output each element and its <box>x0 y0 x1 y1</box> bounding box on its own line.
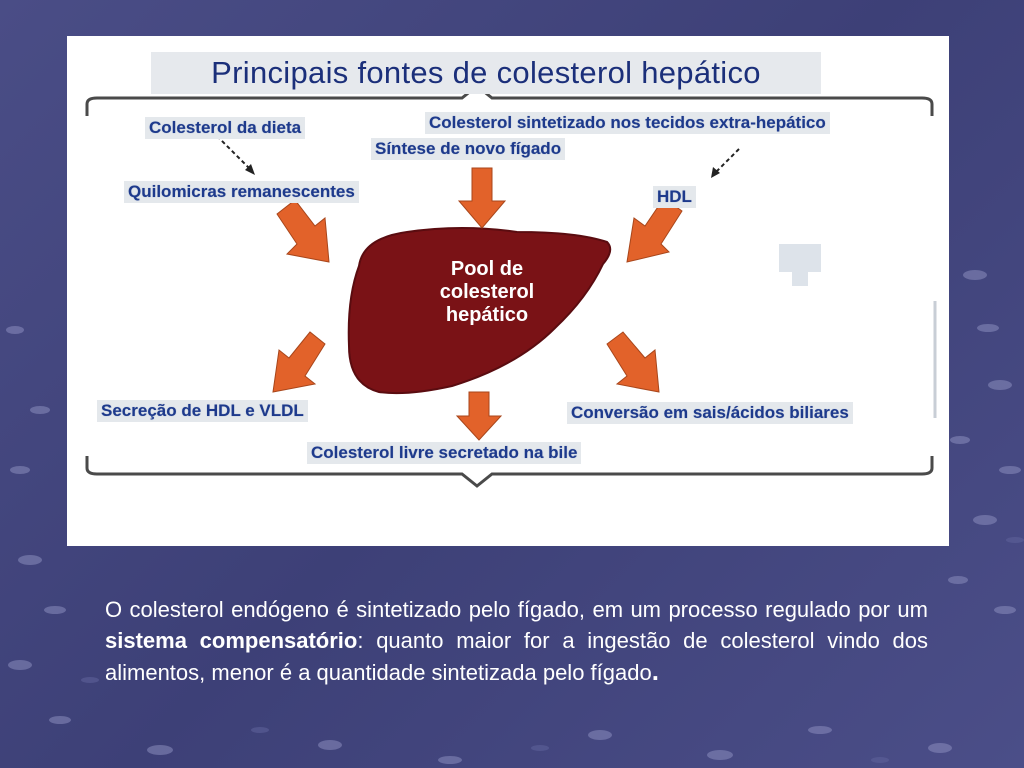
description-paragraph <box>105 594 928 688</box>
description-text-2: : quanto maior for a ingestão de colesterol vindo dos alimentos, menor é a quantidade sintetizada pelo fígado <box>105 628 929 685</box>
label-colesterol-dieta: Colesterol da dieta <box>145 117 305 139</box>
arrow-secrecao <box>273 332 325 392</box>
arrow-livre <box>457 392 501 440</box>
label-hdl: HDL <box>653 186 696 208</box>
diagram-title: Principais fontes de colesterol hepático <box>151 52 821 94</box>
hdl-dashed-arrow <box>715 149 739 173</box>
description-end: . <box>651 656 659 686</box>
dieta-dashed-arrow <box>217 136 252 171</box>
pool-line-3: hepático <box>445 304 529 326</box>
label-secrecao-hdl-vldl: Secreção de HDL e VLDL <box>97 400 308 422</box>
label-conversao-sais: Conversão em sais/ácidos biliares <box>567 402 853 424</box>
label-extra-hepatico: Colesterol sintetizado nos tecidos extra-hepático <box>425 112 830 134</box>
arrow-quilomicras <box>277 200 329 262</box>
pool-colesterol-label <box>387 258 587 327</box>
description-bold: sistema compensatório <box>105 628 358 653</box>
description-text-1: O colesterol endógeno é sintetizado pelo fígado, em um processo regulado por um <box>105 597 928 622</box>
decorative-square <box>779 244 821 272</box>
label-colesterol-livre: Colesterol livre secretado na bile <box>307 442 581 464</box>
pool-line-2: colesterol <box>439 281 535 303</box>
label-sintese-novo-figado: Síntese de novo fígado <box>371 138 565 160</box>
diagram-panel <box>67 36 949 546</box>
arrow-sintese <box>459 168 505 228</box>
pool-line-1: Pool de <box>450 258 524 280</box>
label-quilomicras: Quilomicras remanescentes <box>124 181 359 203</box>
arrow-conversao <box>607 332 659 392</box>
